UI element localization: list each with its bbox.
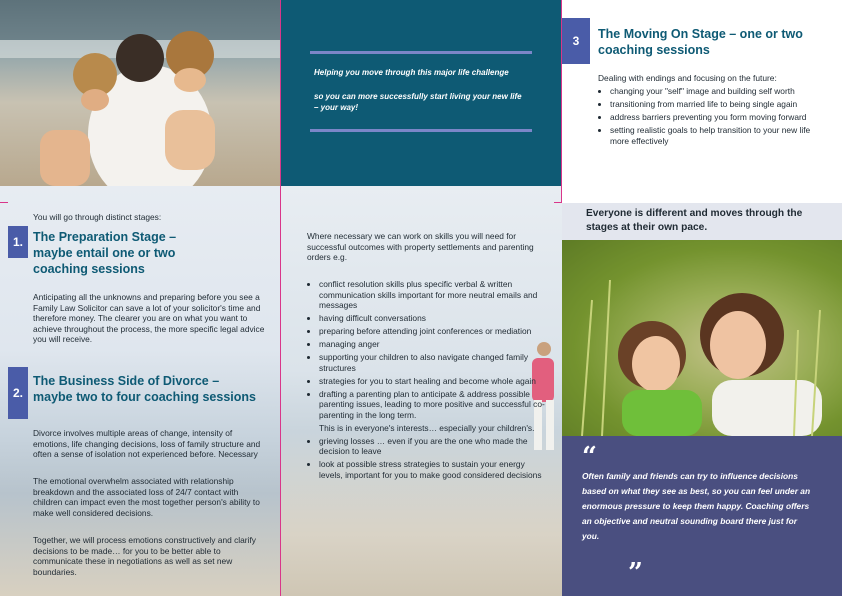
close-quote-mark: ” [628,558,643,588]
stage1-title: The Preparation Stage – maybe entail one or two coaching sessions [33,230,177,276]
fold-mark [0,202,8,203]
list-item: • conflict resolution skills plus specific verbal & written communication skills important for more neutral emails and messages [319,279,547,311]
stage1-number: 1. [8,226,28,258]
divider [310,129,532,132]
list-item: • transitioning from married life to being single again [610,99,828,110]
stages-intro: You will go through distinct stages: [33,212,162,222]
divider [310,51,532,54]
tagline-line2: so you can more successfully start living your new life – your way! [314,92,522,112]
list-item: • look at possible stress strategies to sustain your energy levels, important for you to make good considered decisions [319,459,547,480]
open-quote-mark: “ [582,442,597,472]
fold-line [280,0,281,596]
stage3-bullet-list [598,86,828,149]
stage2-paragraph-2: The emotional overwhelm associated with relationship breakdown and the associated loss of 24/7 contact with children can impact even the most together person's ability to make well considered decisions. [33,476,260,518]
stage3-number: 3 [562,18,590,64]
beach-family-illustration [0,0,280,186]
stage3-title: The Moving On Stage – one or two coaching sessions [598,27,803,57]
mother-child-photo [562,240,842,436]
fold-mark [554,202,562,203]
skills-bullet-list [307,279,547,483]
quote-panel [562,436,842,596]
list-item: • having difficult conversations [319,313,547,324]
stage2-paragraph-3: Together, we will process emotions constructively and clarify decisions to be made… for you to be better able to communicate these in negotiations as well as set new boundaries. [33,535,256,577]
list-item: • preparing before attending joint conferences or mediation [319,326,547,337]
list-item: • supporting your children to also navigate changed family structures [319,352,547,373]
list-item-text: drafting a parenting plan to anticipate & address possible parenting issues, leading to more positive and successful co-parenting in the long term. [319,388,545,420]
mother-child-illustration [562,240,842,436]
stage2-number: 2. [8,367,28,419]
list-item: • changing your "self" image and building self worth [610,86,828,97]
teal-tagline-panel [280,0,562,186]
list-item: • grieving losses … even if you are the one who made the decision to leave [319,436,547,457]
skills-intro: Where necessary we can work on skills you will need for successful outcomes with property settlements and parenting orders e.g. [307,231,534,263]
list-item: • address barriers preventing you form moving forward [610,112,828,123]
stage3-intro: Dealing with endings and focusing on the future: [598,73,777,83]
pace-banner-text: Everyone is different and moves through the stages at their own pace. [586,208,803,233]
list-item [319,389,547,434]
tagline-line1: Helping you move through this major life challenge [314,68,509,77]
beach-family-photo [0,0,280,186]
stage1-body: Anticipating all the unknowns and preparing before you see a Family Law Solicitor can save a lot of your solicitor's time and therefore money. The clearer you are on what you want to achieve throughout the process, the more specific legal advice you will receive. [33,292,265,345]
list-item: • strategies for you to start healing and become whole again [319,376,547,387]
list-item: • managing anger [319,339,547,350]
pace-banner [562,203,842,241]
quote-text: Often family and friends can try to influence decisions based on what they see as best, so you can feel under an enormous pressure to keep them happy. Coaching offers an objective and neutral sounding board there just for you. [582,471,811,541]
stage2-paragraph-1: Divorce involves multiple areas of change, intensity of emotions, life changing decisions, loss of family structure and often a sense of isolation not experienced before. Necessary [33,428,261,460]
interest-note: This is in everyone's interests… especially your children's. [319,422,535,433]
stage2-title: The Business Side of Divorce – maybe two to four coaching sessions [33,374,256,404]
list-item: • setting realistic goals to help transition to your new life more effectively [610,125,828,146]
